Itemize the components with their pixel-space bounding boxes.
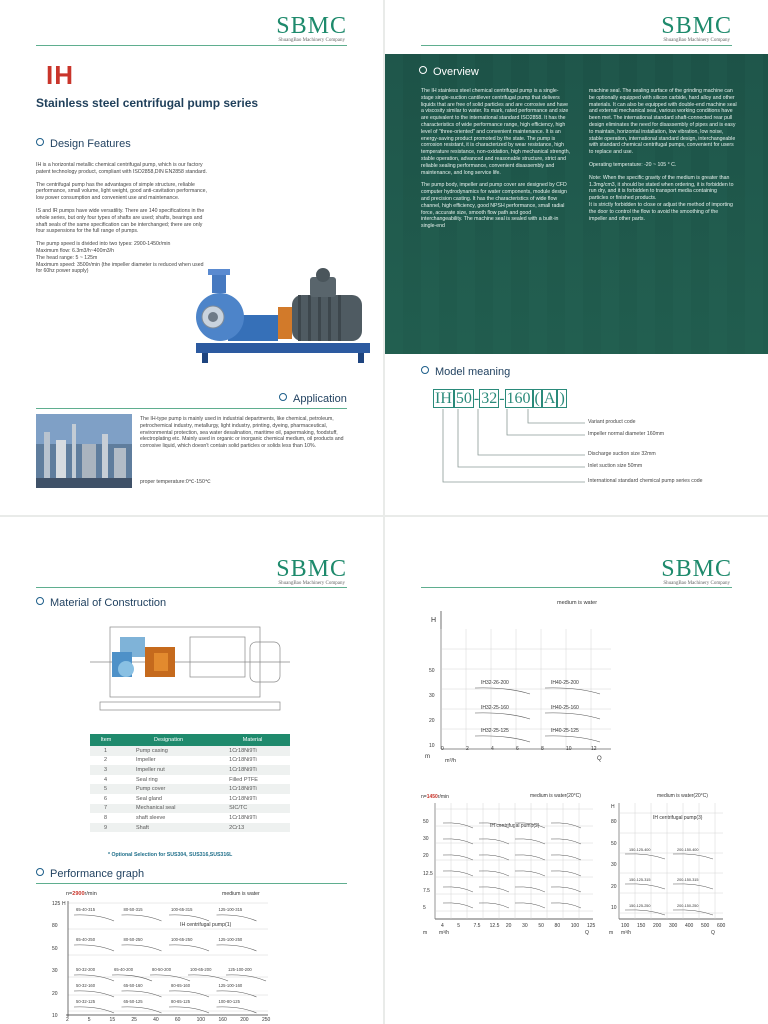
y-tick-label: 20 (611, 883, 617, 890)
sbmc-logo: SBMC ShuangBao Machinery Company (276, 13, 347, 43)
x-tick-label: 250 (262, 1017, 271, 1023)
performance-curve (150, 975, 190, 981)
chart-br-q: Q (711, 930, 715, 936)
overview-panel (385, 54, 768, 354)
model-note-series: International standard chemical pump series code (588, 478, 703, 484)
chart-bl-unit: m³/h (439, 930, 449, 936)
model-label: IH40-25-200 (551, 680, 579, 686)
model-note-variant: Variant product code (588, 419, 636, 425)
catalog-page-4 (385, 517, 768, 1024)
model-label: 80-65-125 (171, 999, 191, 1004)
table-row (90, 794, 290, 804)
bullet-icon (279, 393, 287, 401)
chart1-speed: n=2900r/min (66, 891, 97, 897)
table-cell-designation: shaft sleeve (136, 814, 166, 821)
performance-curve (551, 871, 581, 876)
x-tick-label: 200 (240, 1017, 249, 1023)
chart-top-unit: m³/h (445, 758, 456, 764)
performance-curve (122, 991, 162, 997)
performance-curve (443, 903, 473, 908)
table-row (90, 756, 290, 766)
table-row (90, 765, 290, 775)
table-cell-material: Filled PTFE (229, 776, 258, 783)
model-label: 200-150-250 (677, 904, 699, 908)
performance-curve (515, 839, 545, 844)
x-tick-label: 8 (541, 746, 544, 752)
refinery-photo (36, 414, 132, 488)
table-cell-item: 3 (103, 766, 108, 773)
sbmc-logo: SBMC ShuangBao Machinery Company (661, 13, 732, 43)
y-tick-label: 30 (423, 836, 429, 843)
y-tick-label: 20 (52, 990, 58, 997)
y-tick-label: 125 (52, 901, 61, 907)
table-cell-designation: Shaft (136, 824, 149, 831)
y-tick-label: 20 (423, 853, 429, 860)
model-label: 125-100-315 (218, 907, 243, 912)
y-tick-label: 10 (429, 743, 435, 749)
y-tick-label: 20 (429, 718, 435, 724)
performance-curve (217, 1007, 257, 1013)
x-tick-label: 15 (109, 1017, 116, 1023)
model-label: 50-32-160 (76, 983, 96, 988)
table-cell-item: 6 (103, 795, 108, 802)
table-row (90, 804, 290, 814)
model-label: 200-150-315 (677, 878, 699, 882)
design-features-text: IH is a horizontal metallic chemical centrifugal pump, which is our factory patent technology product, compliant with ISO2858,DIN EN2858 standard. The centrifugal pump has the advantages of simple structure, reliable performance, small volume, light weight, good anti-cavitation performance, low power consumption and convenient use and maintenance. IS and IR pumps have wide versatility. There are 140 specifications in the whole series, but only four types of shafts are used; shafts, bearings and shaft seals of the same specification can be interchanged; there are only four suspensions for the full range of pumps. The pump speed is divided into two types: 2900-1450r/min Maximum flow: 6.3m3/h~400m3/h The head range: 5 ~ 125m Maximum speed: 3500r/min (the impeller diameter is reduced when used for 60hz power supply) (36, 162, 208, 275)
y-tick-label: 7.5 (423, 887, 430, 894)
x-tick-label: 200 (653, 923, 662, 929)
performance-chart-1 (40, 899, 276, 1021)
sbmc-logo: SBMC ShuangBao Machinery Company (276, 556, 347, 586)
y-tick-label: 10 (611, 905, 617, 911)
table-cell-designation: Mechanical seal (136, 805, 176, 812)
model-note-impeller: Impeller normal diameter 160mm (588, 431, 665, 437)
performance-curve (673, 884, 713, 889)
chart-bl-m: m (423, 930, 428, 936)
table-cell-designation: Pump cover (136, 786, 166, 793)
overview-heading: Overview (419, 66, 479, 78)
x-tick-label: 50 (538, 923, 544, 929)
pump-section-drawing (90, 617, 290, 725)
performance-curve (551, 839, 581, 844)
y-tick-label: 50 (611, 840, 617, 847)
model-label: 125-100-250 (218, 937, 243, 942)
table-header-material: Material (242, 737, 263, 743)
model-leader-lines (385, 405, 768, 485)
x-tick-label: 25 (131, 1017, 137, 1023)
table-cell-item: 2 (103, 757, 108, 764)
chart1-curve-label: IH centrifugal pump(1) (180, 922, 232, 928)
performance-curve (443, 823, 473, 828)
x-tick-label: 4 (491, 746, 494, 752)
y-tick-label: 50 (52, 945, 58, 952)
performance-curve (122, 1007, 162, 1013)
performance-curve (515, 903, 545, 908)
model-label: IH40-25-160 (551, 705, 579, 711)
model-label: 65-40-200 (114, 967, 134, 972)
performance-curve (625, 910, 665, 915)
x-tick-label: 40 (153, 1017, 159, 1023)
catalog-page-2 (385, 0, 768, 515)
performance-curve (169, 1007, 209, 1013)
performance-curve (122, 945, 162, 951)
table-cell-designation: Seal ring (136, 776, 158, 783)
performance-curve (551, 887, 581, 892)
table-cell-material: 2Cr13 (229, 824, 245, 831)
table-row (90, 746, 290, 756)
model-label: 150-125-400 (629, 848, 651, 852)
performance-curve (545, 736, 600, 742)
model-label: IH32-26-200 (481, 680, 509, 686)
bullet-icon (36, 597, 44, 605)
model-label: IH32-25-125 (481, 728, 509, 734)
chart-br-unit: m³/h (621, 930, 631, 936)
model-label: 80-50-315 (123, 907, 143, 912)
x-tick-label: 600 (717, 923, 726, 929)
model-label: 100-65-315 (171, 907, 193, 912)
y-tick-label: 80 (52, 923, 58, 930)
performance-curve (479, 839, 509, 844)
catalog-page-3 (0, 517, 383, 1024)
x-tick-label: 2 (466, 746, 469, 752)
design-features-heading: Design Features (36, 138, 131, 150)
table-cell-material: 1Cr18Ni9Ti (229, 757, 257, 764)
performance-curve (479, 903, 509, 908)
x-tick-label: 300 (669, 923, 678, 929)
x-tick-label: 150 (637, 923, 646, 929)
chart-top-m: m (425, 754, 430, 760)
chart-top (425, 609, 615, 759)
table-cell-material: 1Cr18Ni9Ti (229, 795, 257, 802)
x-tick-label: 100 (570, 923, 580, 929)
performance-curve (443, 839, 473, 844)
table-row (90, 775, 290, 785)
table-cell-item: 7 (103, 805, 108, 812)
bullet-icon (421, 366, 429, 374)
x-tick-label: 80 (554, 923, 561, 929)
chart-bottom-left (421, 799, 597, 929)
chart-top-q: Q (597, 756, 602, 762)
x-tick-label: 12 (591, 746, 597, 752)
performance-curve (217, 991, 257, 997)
bullet-icon (419, 66, 427, 74)
performance-curve (673, 854, 713, 859)
table-row (90, 813, 290, 823)
performance-curve (625, 854, 665, 859)
performance-curve (551, 823, 581, 828)
sbmc-logo: SBMC ShuangBao Machinery Company (661, 556, 732, 586)
model-label: IH40-25-125 (551, 728, 579, 734)
chart-br-m: m (609, 930, 614, 936)
performance-curve (169, 915, 209, 921)
model-label: 65-40-250 (76, 937, 96, 942)
x-tick-label: 6 (516, 746, 519, 752)
model-label: 50-32-125 (76, 999, 96, 1004)
chart-top-h: H (431, 617, 437, 624)
table-cell-material: 1Cr18Ni9Ti (229, 814, 257, 821)
performance-curve (515, 855, 545, 860)
application-temp: proper temperature:0℃-150℃ (140, 479, 211, 485)
x-tick-label: 100 (621, 923, 630, 929)
model-label: 80-50-250 (123, 937, 143, 942)
model-meaning-heading: Model meaning (421, 366, 510, 378)
table-cell-designation: Pump casing (136, 747, 168, 754)
overview-text-col2: machine seal. The sealing surface of the grinding machine can be optionally equipped with silicon carbide, hard alloy and other materials. It can also be equipped with double-end machine seal and external mechanical seal, various working conditions have been met. The international standard shaft-connected rear pull design eliminates the need for disassembly of pipes and is easy to maintain, horizontal installation, low vibration, low noise, stable operation, international standard design, interchangeable with standard chemical centrifugal pumps, convenient for users to replace and use. Operating temperature: -20 ~ 105 ° C. Note: When the specific gravity of the medium is greater than 1.3mg/cm3, it should be stated when ordering, it is forbidden to run dry, and it is forbidden to transport media containing particles or finished products. It is strictly forbidden to close or adjust the method of importing the door to control the flow to avoid the smoothing of the impeller and other parts. (589, 88, 737, 222)
table-header-item: Item (100, 737, 112, 743)
model-code: IH 50 - 32 - 160 ( A ) (435, 390, 565, 407)
table-note: * Optional Selection for SUS304, SUS316,SUS316L (108, 852, 233, 858)
application-text: The IH-type pump is mainly used in industrial departments, like chemical, petroleum, petrochemical industry, metallurgy, light industry, printing, dyeing, pharmaceutical, environmental protection, sea water desalination, maritime oil, papermaking, foodstuff, electroplating etc. Mainly used in organic or inorganic chemical medium, oil products and corrosive liquid, which doesn't contain solid particles or solids less than 10%. (140, 416, 344, 450)
pump-photo (188, 255, 378, 373)
x-tick-label: 400 (685, 923, 694, 929)
performance-curve (217, 915, 257, 921)
x-tick-label: 125 (587, 923, 596, 929)
performance-curve (479, 855, 509, 860)
table-row (90, 823, 290, 833)
x-tick-label: 7.5 (473, 923, 481, 929)
x-tick-label: 0 (441, 746, 444, 752)
model-label: 200-150-400 (677, 848, 699, 852)
y-tick-label: 30 (52, 968, 58, 975)
model-label: 65-50-125 (123, 999, 143, 1004)
product-code: IH (46, 60, 74, 90)
performance-heading: Performance graph (36, 868, 144, 880)
model-label: 80-65-160 (171, 983, 191, 988)
performance-curve (479, 823, 509, 828)
performance-curve (443, 887, 473, 892)
performance-curve (122, 915, 162, 921)
model-label: 65-50-160 (123, 983, 143, 988)
performance-curve (74, 1007, 114, 1013)
model-label: 100-65-250 (171, 937, 193, 942)
performance-curve (226, 975, 266, 981)
chart-bl-curve-label: IH centrifugal pump(2) (490, 823, 540, 829)
material-table (90, 734, 290, 832)
y-tick-label: 12.5 (423, 870, 433, 877)
chart-bl-speed: n=1450r/min (421, 794, 449, 800)
y-tick-label: 80 (611, 819, 617, 825)
performance-curve (545, 713, 600, 719)
performance-curve (625, 884, 665, 889)
performance-curve (217, 945, 257, 951)
bullet-icon (36, 868, 44, 876)
performance-curve (169, 945, 209, 951)
x-tick-label: 12.5 (489, 923, 500, 929)
performance-curve (74, 945, 114, 951)
model-note-inlet: Inlet suction size 50mm (588, 463, 643, 469)
x-tick-label: 500 (701, 923, 710, 929)
x-tick-label: 20 (505, 923, 512, 929)
bullet-icon (36, 138, 44, 146)
chart-bl-q: Q (585, 930, 589, 936)
performance-curve (479, 887, 509, 892)
chart-br-curve-label: IH centrifugal pump(3) (653, 815, 703, 821)
overview-text-col1: The IH stainless steel chemical centrifugal pump is a single-stage single-suction cantilever centrifugal pump that delivers liquids that are free of solid particles and are corrosive and have a viscosity similar to water. Its mark, rated performance and size are equivalent to the international standard ISO2858. It has the characteristics of wide performance range, high efficiency, high level of "three-oriented" and convenient maintenance. It is an energy-saving product promoted by the state. The pump is corrosion resistant, it is characterized by wear resistance, high temperature resistance, non-oxidation, high mechanical strength, stable operation, advanced and reasonable structure, strict and reliable sealing performance, convenient disassembly and maintenance, and long service life. The pump body, impeller and pump cover are designed by CFD computer hydrodynamics for water components, module design and precision casting. It has the characteristics of wide flow channel, high efficiency, good NPSH performance, small radial force, accurate size, smooth flow path and good interchangeability. The machine seal is sealed with a built-in single-end (421, 88, 571, 230)
table-cell-designation: Impeller nut (136, 766, 165, 773)
x-tick-label: 160 (218, 1017, 227, 1023)
performance-curve (443, 855, 473, 860)
x-tick-label: 5 (87, 1017, 91, 1023)
model-label: 65-40-315 (76, 907, 96, 912)
performance-curve (74, 975, 114, 981)
x-tick-label: 10 (566, 746, 572, 752)
performance-curve (475, 713, 530, 719)
table-header-designation: Designation (154, 737, 184, 743)
table-cell-designation: Seal gland (136, 795, 162, 802)
table-cell-item: 4 (103, 776, 108, 783)
performance-curve (551, 855, 581, 860)
table-cell-item: 5 (103, 786, 108, 793)
chart-bl-medium: medium is water(20°C) (530, 793, 581, 799)
catalog-page-1 (0, 0, 383, 515)
model-label: 80-50-200 (152, 967, 172, 972)
x-tick-label: 30 (522, 923, 528, 929)
x-tick-label: 2 (66, 1017, 69, 1023)
table-row (90, 784, 290, 794)
material-heading: Material of Construction (36, 597, 166, 609)
model-label: 150-125-315 (629, 878, 651, 882)
table-cell-material: 1Cr18Ni9Ti (229, 786, 257, 793)
chart1-medium: medium is water (222, 891, 260, 897)
y-tick-label: 10 (52, 1013, 58, 1019)
performance-curve (74, 915, 114, 921)
table-cell-item: 1 (103, 747, 108, 754)
table-cell-material: 1Cr18Ni9Ti (229, 747, 257, 754)
page-title: Stainless steel centrifugal pump series (36, 96, 259, 110)
table-cell-material: 1Cr18Ni9Ti (229, 766, 257, 773)
performance-curve (515, 887, 545, 892)
chart1-h-label: H (62, 901, 66, 907)
chart-top-title: medium is water (557, 600, 598, 606)
table-cell-material: SIC/TC (229, 805, 248, 812)
performance-curve (551, 903, 581, 908)
chart-br-h: H (611, 804, 615, 810)
performance-curve (475, 688, 530, 694)
y-tick-label: 50 (429, 668, 435, 674)
y-tick-label: 30 (611, 862, 617, 868)
performance-curve (112, 975, 152, 981)
performance-curve (443, 871, 473, 876)
performance-curve (545, 688, 600, 694)
application-heading: Application (279, 393, 347, 405)
y-tick-label: 30 (429, 693, 435, 699)
model-label: IH32-25-160 (481, 705, 509, 711)
performance-curve (169, 991, 209, 997)
performance-curve (673, 910, 713, 915)
performance-curve (475, 736, 530, 742)
x-tick-label: 60 (174, 1017, 181, 1023)
performance-curve (479, 871, 509, 876)
performance-curve (188, 975, 228, 981)
table-cell-item: 8 (103, 814, 108, 821)
performance-curve (74, 991, 114, 997)
x-tick-label: 100 (196, 1017, 205, 1023)
x-tick-label: 4 (441, 923, 444, 929)
chart-bottom-right (607, 799, 727, 929)
table-cell-item: 9 (103, 824, 108, 831)
performance-curve (515, 871, 545, 876)
x-tick-label: 5 (457, 923, 460, 929)
model-label: 125-100-200 (228, 967, 252, 972)
model-label: 50-32-200 (76, 967, 96, 972)
model-label: 125-100-160 (218, 983, 243, 988)
model-label: 100-65-200 (190, 967, 212, 972)
performance-curve (515, 823, 545, 828)
model-note-discharge: Discharge suction size 32mm (588, 451, 656, 457)
chart-br-medium: medium is water(20°C) (657, 793, 708, 799)
y-tick-label: 5 (423, 905, 426, 911)
y-tick-label: 50 (423, 819, 429, 825)
model-label: 100-80-125 (218, 999, 240, 1004)
table-cell-designation: Impeller (136, 757, 156, 764)
model-label: 150-125-250 (629, 904, 651, 908)
